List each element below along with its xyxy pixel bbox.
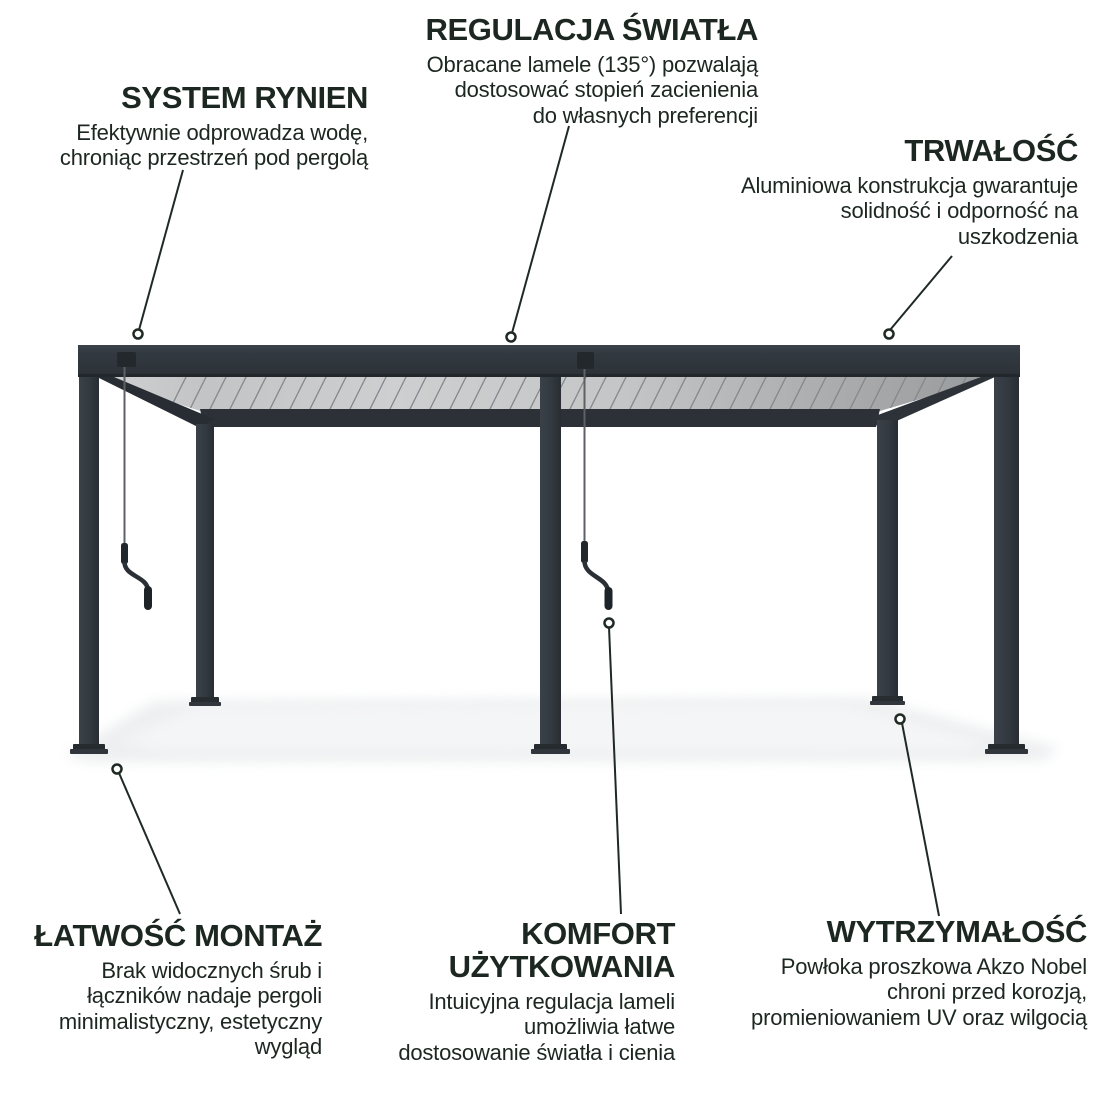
callout-dot-regulacja-swiatla (507, 333, 516, 342)
callout-body (426, 52, 758, 129)
callout-body-line: łączników nadaje pergoli (87, 983, 322, 1009)
callout-body (60, 120, 368, 171)
callout-body-line: Efektywnie odprowadza wodę, (76, 119, 368, 145)
callout-line-regulacja-swiatla (512, 126, 569, 333)
post-foot-back-right-plate (870, 701, 905, 705)
callout-dot-trwalosc (885, 330, 894, 339)
pergola-post-back-right (877, 420, 898, 697)
callout-line-system-rynien (139, 170, 183, 330)
callout-body-line: Powłoka proszkowa Akzo Nobel (780, 953, 1087, 979)
callout-body-line: umożliwia łatwe (523, 1014, 675, 1040)
callout-body-line: minimalistyczny, estetyczny (58, 1008, 322, 1034)
pergola-front-beam (78, 345, 1020, 377)
callout-dot-komfort-uzytkowania (605, 619, 614, 628)
post-foot-front-left-plate (70, 749, 108, 754)
callout-body-line: Brak widocznych śrub i (101, 957, 322, 983)
callout-body-line: Aluminiowa konstrukcja gwarantuje (740, 172, 1078, 198)
callout-wytrzymalosc (751, 916, 1087, 1030)
callout-regulacja-swiatla (426, 14, 758, 128)
callout-body-line: dostosowanie światła i cienia (398, 1039, 675, 1065)
callout-title: WYTRZYMAŁOŚĆ (826, 914, 1087, 949)
callout-dot-latwosc-montaz (113, 765, 122, 774)
callout-body-line: Intuicyjna regulacja lameli (428, 988, 675, 1014)
callout-title: ŁATWOŚĆ MONTAŻ (34, 918, 322, 953)
crank-bracket-left (117, 352, 136, 367)
callout-line-trwalosc (890, 256, 952, 330)
callout-body (34, 958, 322, 1060)
callout-body-line: chroniąc przestrzeń pod pergolą (59, 145, 368, 171)
callout-body-line: solidność i odporność na (840, 198, 1078, 224)
callout-dot-system-rynien (134, 330, 143, 339)
callout-dot-wytrzymalosc (896, 715, 905, 724)
callout-body (398, 989, 675, 1066)
pergola-post-front-center (540, 377, 561, 745)
callout-title: TRWAŁOŚĆ (904, 133, 1078, 168)
callout-body (751, 954, 1087, 1031)
callout-body-line: wygląd (254, 1034, 322, 1060)
pergola-post-front-left (79, 377, 99, 745)
callout-title: SYSTEM RYNIEN (121, 80, 368, 115)
callout-komfort-uzytkowania (398, 918, 675, 1065)
callout-body-line: do własnych preferencji (532, 102, 758, 128)
callout-body-line: dostosować stopień zacienienia (454, 77, 758, 103)
callout-body-line: promieniowaniem UV oraz wilgocią (751, 1004, 1087, 1030)
post-foot-back-left-plate (189, 702, 221, 706)
callout-body-line: uszkodzenia (957, 223, 1078, 249)
callout-line-komfort-uzytkowania (609, 627, 621, 914)
callout-trwalosc (741, 135, 1078, 249)
callout-body-line: chroni przed korozją, (886, 979, 1087, 1005)
pergola-post-back-left (196, 424, 214, 698)
callout-title-line: UŻYTKOWANIA (448, 948, 675, 984)
pergola-post-front-right (994, 377, 1019, 745)
callout-system-rynien (60, 82, 368, 171)
callout-body (741, 173, 1078, 250)
callout-body-line: Obracane lamele (135°) pozwalają (426, 51, 758, 77)
crank-bracket-center (577, 352, 594, 369)
callout-title-line: KOMFORT (521, 916, 675, 951)
callout-latwosc-montaz (34, 920, 322, 1060)
crank-handle-left (121, 367, 148, 606)
pergola-front-beam-edge (78, 374, 1020, 377)
post-foot-front-right-plate (985, 749, 1028, 754)
post-foot-front-center-plate (531, 749, 570, 754)
callout-line-latwosc-montaz (119, 773, 180, 914)
callout-title: REGULACJA ŚWIATŁA (425, 12, 758, 47)
